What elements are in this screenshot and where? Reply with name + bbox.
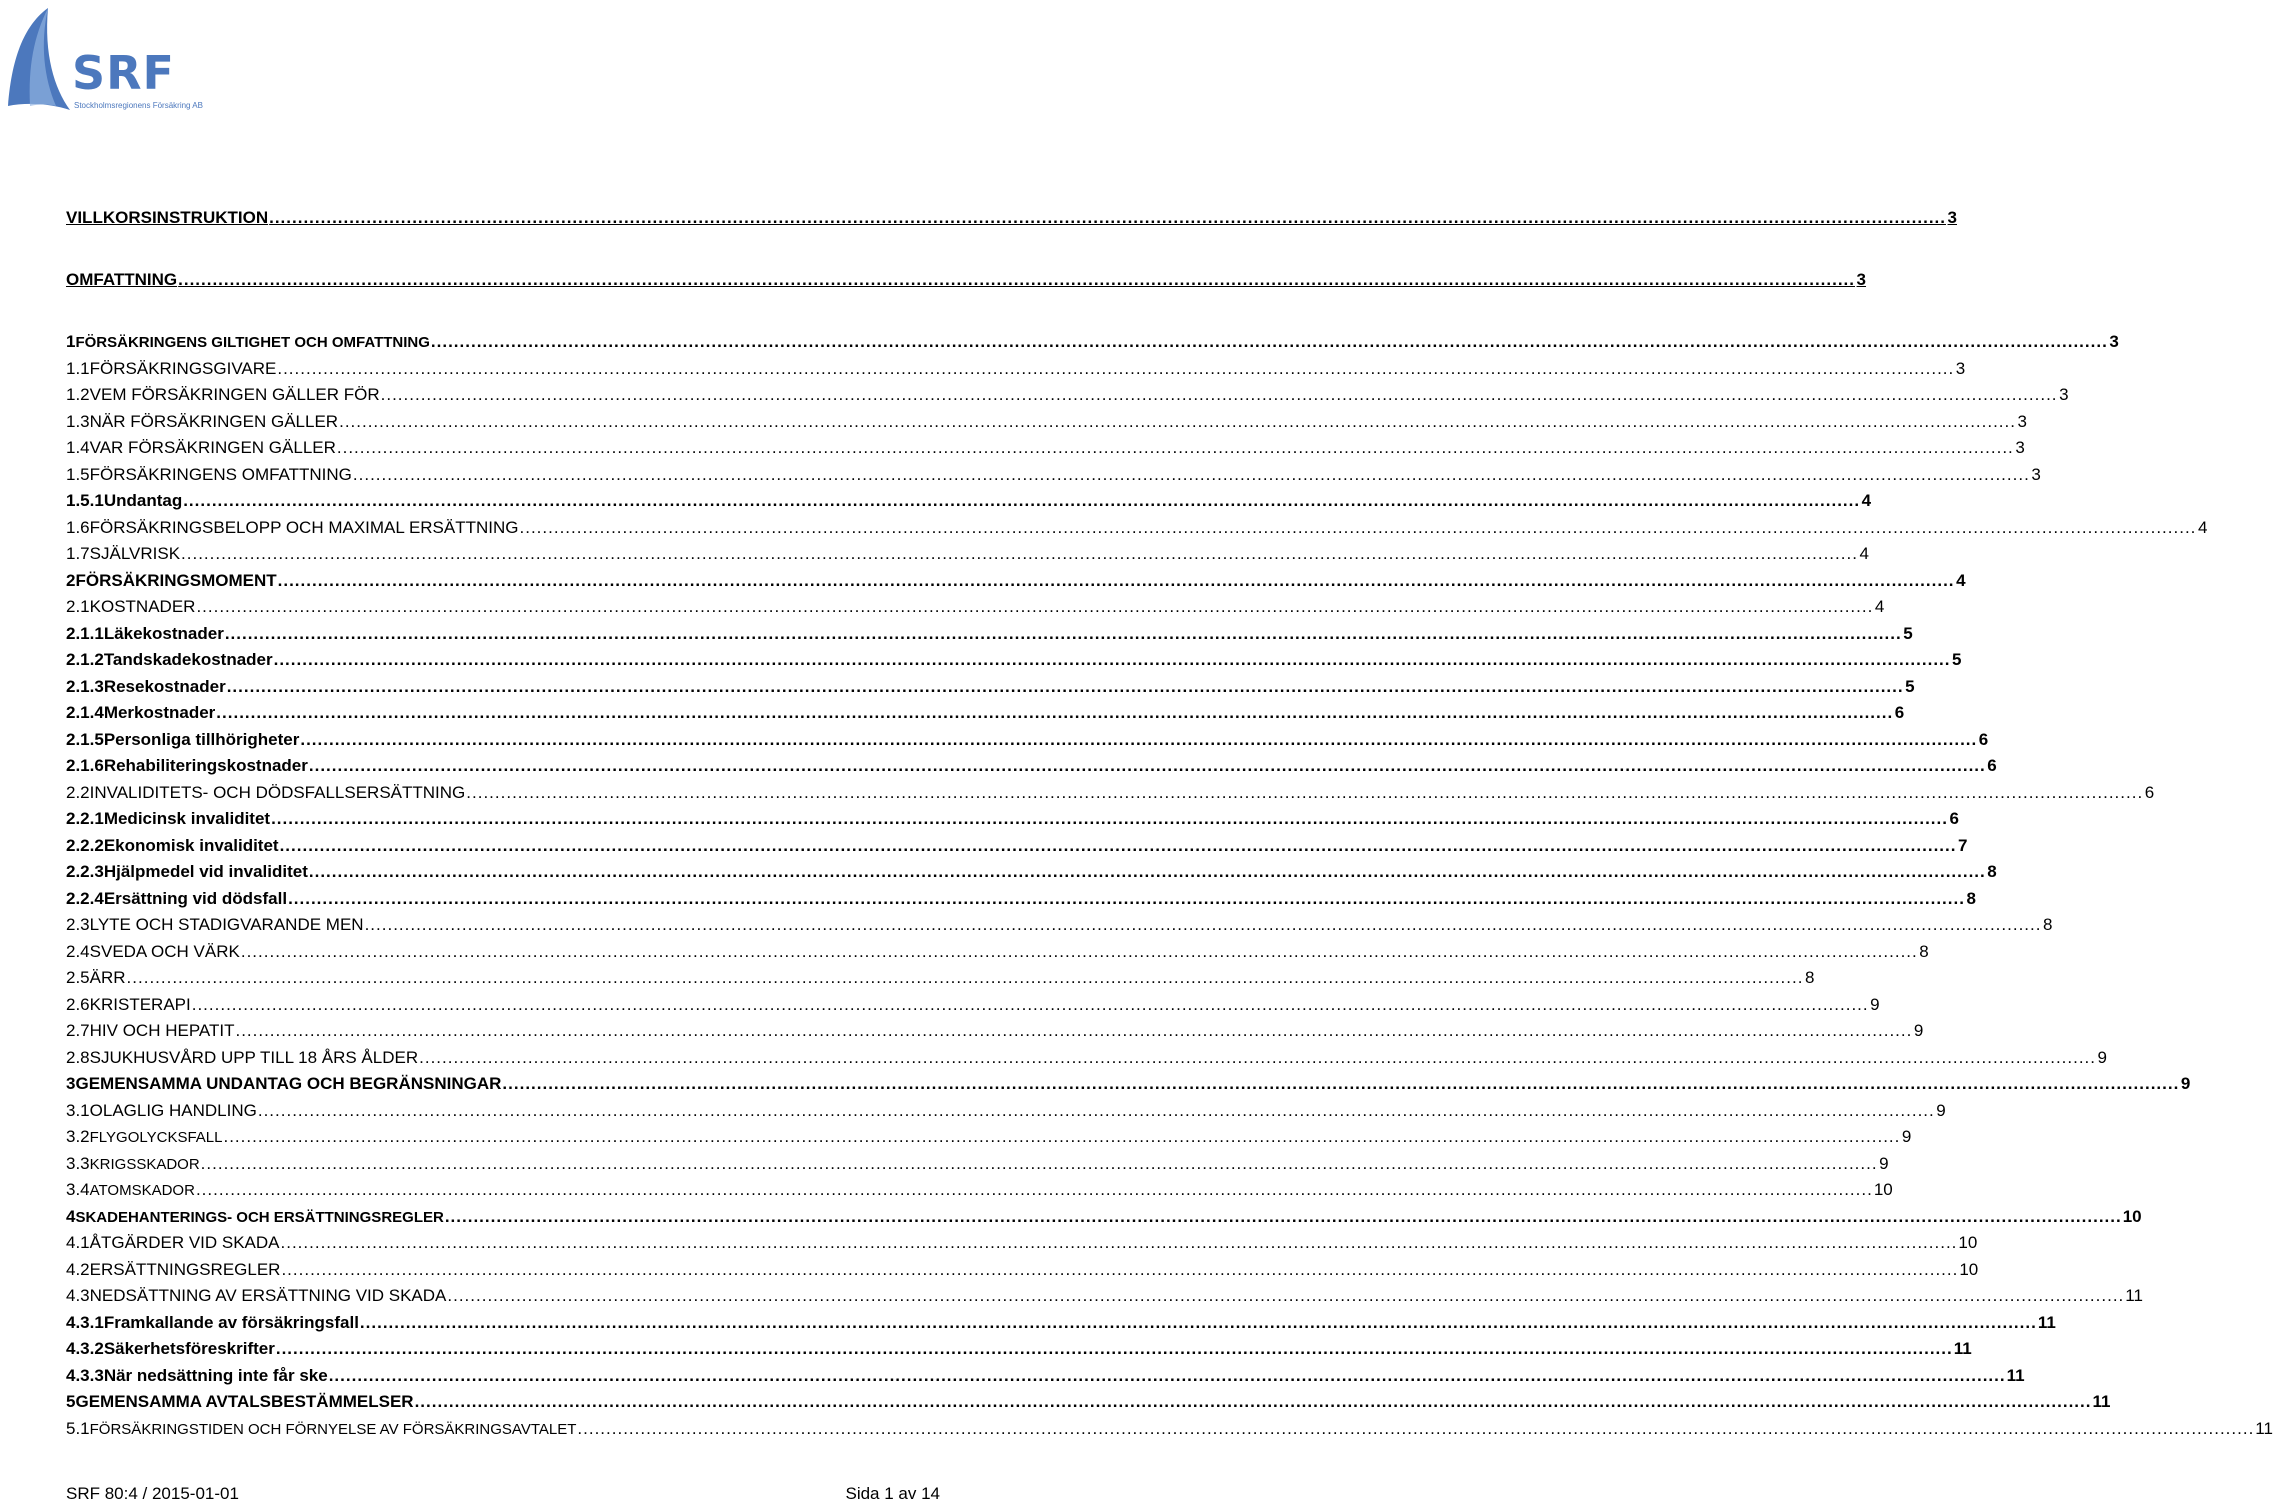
toc-entry-title: Hjälpmedel vid invaliditet (103, 862, 308, 881)
toc-entry[interactable] (66, 1337, 1972, 1361)
toc-leader-dots (577, 1417, 2254, 1441)
toc-entry-title: Läkekostnader (103, 623, 224, 643)
toc-entry-number: 1.5 (66, 464, 90, 484)
toc-leader-dots (127, 966, 1804, 990)
toc-entry-number: 1.6 (66, 517, 90, 537)
toc-leader-dots (339, 410, 2016, 434)
toc-entry-number: 3.2 (66, 1127, 90, 1146)
toc-entry[interactable] (66, 1019, 1924, 1043)
toc-entry-page: 4 (1859, 544, 1869, 563)
toc-entry-number: 2 (66, 570, 76, 590)
toc-leader-dots (466, 781, 2143, 805)
srf-logo (4, 6, 204, 110)
toc-entry-title: ÄRR (89, 968, 126, 987)
toc-entry-number: 4.1 (66, 1233, 90, 1252)
toc-entry[interactable] (66, 648, 1962, 672)
toc-entry[interactable] (66, 1311, 2056, 1335)
toc-entry-title: ERSÄTTNINGSREGLER (89, 1259, 281, 1279)
toc-leader-dots (281, 1231, 1958, 1255)
toc-entry-number: 4.3.1 (66, 1312, 104, 1332)
toc-entry-title: ÅTGÄRDER VID SKADA (89, 1233, 280, 1252)
toc-leader-dots (353, 463, 2030, 487)
toc-entry-number: 2.6 (66, 994, 90, 1014)
toc-leader-dots (274, 648, 1951, 672)
toc-entry[interactable] (66, 1125, 1912, 1150)
toc-leader-dots (192, 993, 1869, 1017)
toc-entry-number: 2.8 (66, 1047, 90, 1067)
toc-entry-page: 5 (1905, 676, 1915, 696)
toc-entry-number: 2.3 (66, 915, 90, 934)
toc-leader-dots (300, 728, 1977, 752)
toc-leader-dots (281, 1258, 1958, 1282)
toc-entry-title: ATOMSKADOR (89, 1182, 195, 1199)
toc-entry-page: 11 (2125, 1286, 2143, 1305)
toc-entry[interactable] (66, 807, 1959, 831)
toc-entry-page: 9 (1879, 1153, 1889, 1173)
toc-leader-dots (520, 516, 2197, 540)
toc-leader-dots (365, 913, 2042, 937)
toc-entry-page: 4 (1874, 597, 1885, 616)
toc-entry[interactable] (66, 781, 2155, 805)
toc-leader-dots (196, 1178, 1873, 1202)
toc-entry-title: LYTE OCH STADIGVARANDE MEN (89, 915, 364, 934)
toc-leader-dots (288, 887, 1965, 911)
toc-entry-number: 2.1.2 (66, 650, 104, 669)
toc-entry-page: 9 (2097, 1047, 2108, 1067)
toc-entry-title: GEMENSAMMA AVTALSBESTÄMMELSER (75, 1392, 414, 1411)
toc-entry[interactable] (66, 754, 1997, 778)
toc-entry-page: 3 (1947, 208, 1957, 227)
toc-entry-number: 4.3 (66, 1286, 90, 1305)
toc-entry[interactable] (66, 1205, 2142, 1230)
toc-entry[interactable] (66, 1364, 2025, 1388)
toc-entry-page: 3 (2031, 464, 2041, 484)
toc-entry[interactable] (66, 966, 1815, 990)
toc-entry-page: 6 (2144, 782, 2155, 802)
toc-entry-number: 3 (66, 1074, 76, 1093)
toc-entry-title: OLAGLIG HANDLING (89, 1100, 257, 1120)
toc-leader-dots (225, 622, 1902, 646)
toc-entry-title: Tandskadekostnader (103, 650, 273, 669)
toc-entry-title: FÖRSÄKRINGSBELOPP OCH MAXIMAL ERSÄTTNING (89, 517, 519, 537)
toc-entry-page: 10 (1873, 1180, 1893, 1199)
toc-entry[interactable] (66, 622, 1913, 646)
toc-entry-page: 3 (2015, 438, 2025, 457)
toc-entry-title: Resekostnader (103, 676, 226, 696)
toc-leader-dots (258, 1099, 1935, 1123)
toc-leader-dots (415, 1390, 2092, 1414)
toc-entry[interactable] (66, 516, 2208, 540)
toc-entry-title: KRIGSSKADOR (89, 1155, 200, 1173)
toc-entry[interactable] (66, 993, 1880, 1017)
toc-entry[interactable] (66, 728, 1989, 752)
toc-entry-page: 11 (2255, 1418, 2273, 1438)
toc-entry-title: VAR FÖRSÄKRINGEN GÄLLER (89, 438, 336, 457)
toc-leader-dots (309, 754, 1986, 778)
toc-entry-number: 5.1 (66, 1418, 90, 1438)
toc-entry-number: 4.3.3 (66, 1365, 104, 1385)
toc-entry-title: När nedsättning inte får ske (103, 1365, 328, 1385)
toc-entry[interactable] (66, 701, 1905, 725)
toc-entry-number: 4 (66, 1206, 76, 1226)
toc-entry-number: 2.4 (66, 941, 90, 961)
toc-entry[interactable] (66, 887, 1976, 911)
toc-entry-title: VEM FÖRSÄKRINGEN GÄLLER FÖR (89, 385, 380, 404)
toc-entry[interactable] (66, 1258, 1979, 1282)
toc-entry[interactable] (66, 1046, 2108, 1070)
toc-entry-title: SKADEHANTERINGS- OCH ERSÄTTNINGSREGLER (75, 1208, 444, 1226)
toc-leader-dots (502, 1072, 2179, 1096)
toc-entry-title: Personliga tillhörigheter (103, 729, 300, 749)
page-footer (66, 1484, 940, 1504)
toc-leader-dots (227, 675, 1904, 699)
toc-entry-number: 2.1.6 (66, 756, 104, 775)
toc-entry-number: 2.2.4 (66, 888, 104, 908)
toc-entry-number: 1.2 (66, 385, 90, 404)
toc-entry-title: Framkallande av försäkringsfall (103, 1312, 359, 1332)
toc-entry-title: NEDSÄTTNING AV ERSÄTTNING VID SKADA (89, 1286, 447, 1305)
toc-entry[interactable] (66, 1390, 2111, 1414)
toc-entry[interactable] (66, 675, 1915, 699)
toc-entry-number: 3.1 (66, 1100, 90, 1120)
toc-entry-number: 2.1.5 (66, 729, 104, 749)
toc-leader-dots (269, 206, 1946, 230)
toc-leader-dots (223, 1125, 1900, 1149)
toc-entry-title: HIV OCH HEPATIT (89, 1021, 235, 1040)
toc-entry[interactable] (66, 1178, 1893, 1203)
toc-entry-title: Säkerhetsföreskrifter (103, 1339, 275, 1358)
toc-entry-number: 2.1.4 (66, 703, 104, 722)
toc-entry[interactable] (66, 206, 1957, 230)
toc-leader-dots (280, 834, 1957, 858)
toc-entry-title: FÖRSÄKRINGSTIDEN OCH FÖRNYELSE AV FÖRSÄKRINGSAVTALET (89, 1420, 577, 1438)
toc-entry-page: 11 (1953, 1339, 1972, 1358)
toc-leader-dots (447, 1284, 2124, 1308)
toc-entry-page: 9 (1936, 1100, 1946, 1120)
toc-entry-number: 3.3 (66, 1153, 90, 1173)
toc-entry-number: 2.1 (66, 597, 90, 616)
toc-entry-title: FÖRSÄKRINGSGIVARE (89, 358, 277, 378)
toc-entry-title: SJÄLVRISK (89, 544, 181, 563)
toc-entry-page: 11 (2037, 1312, 2056, 1332)
toc-entry[interactable] (66, 268, 1867, 292)
toc-entry[interactable] (66, 1099, 1946, 1123)
toc-entry-title: INVALIDITETS- OCH DÖDSFALLSERSÄTTNING (89, 782, 466, 802)
toc-entry-page: 3 (1955, 358, 1966, 378)
document-id: SRF 80:4 / 2015-01-01 (66, 1484, 239, 1503)
toc-entry-number: 3.4 (66, 1180, 90, 1199)
toc-entry[interactable] (66, 834, 1968, 858)
toc-entry-title: KOSTNADER (89, 597, 196, 616)
toc-entry-number: 4.2 (66, 1259, 90, 1279)
toc-entry-page: 7 (1958, 835, 1968, 855)
toc-entry[interactable] (66, 330, 2119, 355)
toc-leader-dots (181, 542, 1858, 566)
toc-entry[interactable] (66, 357, 1966, 381)
toc-entry-title: SJUKHUSVÅRD UPP TILL 18 ÅRS ÅLDER (89, 1047, 419, 1067)
toc-entry-title: KRISTERAPI (89, 994, 191, 1014)
toc-entry-number: 5 (66, 1392, 76, 1411)
toc-entry-number: 2.2.2 (66, 835, 104, 855)
toc-entry-page: 5 (1952, 650, 1962, 669)
toc-entry-page: 4 (1861, 491, 1872, 510)
toc-leader-dots (271, 807, 1948, 831)
toc-leader-dots (431, 330, 2108, 354)
toc-leader-dots (241, 940, 1918, 964)
toc-entry-title: SVEDA OCH VÄRK (89, 941, 240, 961)
toc-entry-page: 8 (2043, 915, 2053, 934)
logo-wordmark: SRF (72, 46, 175, 100)
toc-entry[interactable] (66, 860, 1997, 884)
toc-leader-dots (178, 268, 1855, 292)
toc-entry[interactable] (66, 463, 2041, 487)
toc-leader-dots (445, 1205, 2122, 1229)
toc-entry-page: 9 (1870, 994, 1880, 1014)
toc-entry-page: 9 (1913, 1021, 1924, 1040)
toc-entry-number: 2.1.1 (66, 623, 104, 643)
toc-entry[interactable] (66, 595, 1885, 619)
toc-leader-dots (201, 1152, 1878, 1176)
toc-entry[interactable] (66, 436, 2025, 460)
toc-entry-number: 1.3 (66, 411, 90, 431)
toc-entry-page: 6 (1949, 809, 1959, 828)
toc-entry-title: Medicinsk invaliditet (103, 809, 271, 828)
toc-entry-page: 4 (2197, 517, 2208, 537)
logo-subtitle: Stockholmsregionens Försäkring AB (74, 101, 203, 110)
toc-entry-page: 11 (2092, 1392, 2111, 1411)
toc-entry[interactable] (66, 1072, 2191, 1096)
toc-entry-page: 8 (1966, 888, 1976, 908)
toc-entry-number: 2.5 (66, 968, 90, 987)
toc-entry-number: 2.7 (66, 1021, 90, 1040)
toc-leader-dots (360, 1311, 2037, 1335)
toc-entry[interactable] (66, 542, 1869, 566)
toc-entry-page: 6 (1894, 703, 1905, 722)
toc-leader-dots (419, 1046, 2096, 1070)
toc-entry-number: 2.2 (66, 782, 90, 802)
toc-leader-dots (329, 1364, 2006, 1388)
toc-entry[interactable] (66, 1152, 1889, 1177)
toc-leader-dots (381, 383, 2058, 407)
toc-entry-title: FLYGOLYCKSFALL (89, 1129, 223, 1146)
toc-entry[interactable] (66, 1417, 2273, 1442)
toc-entry-page: 5 (1903, 623, 1913, 643)
toc-entry-page: 9 (2180, 1074, 2191, 1093)
toc-leader-dots (276, 1337, 1953, 1361)
toc-entry-page: 11 (2006, 1365, 2025, 1385)
toc-entry[interactable] (66, 569, 1966, 593)
toc-entry-number: 1.7 (66, 544, 90, 563)
toc-entry-title: OMFATTNING (66, 270, 178, 289)
toc-entry-title: FÖRSÄKRINGENS GILTIGHET OCH OMFATTNING (75, 334, 430, 351)
toc-entry-page: 10 (1958, 1233, 1978, 1252)
toc-entry[interactable] (66, 913, 2053, 937)
toc-entry-number: 2.2.3 (66, 862, 104, 881)
toc-entry-number: 1 (66, 332, 76, 351)
toc-entry-title: GEMENSAMMA UNDANTAG OCH BEGRÄNSNINGAR (75, 1074, 502, 1093)
toc-entry-title: Ersättning vid dödsfall (103, 888, 288, 908)
toc-leader-dots (277, 357, 1954, 381)
toc-entry-page: 8 (1987, 862, 1997, 881)
toc-entry-title: Rehabiliteringskostnader (103, 756, 308, 775)
toc-entry[interactable] (66, 489, 1872, 513)
toc-entry-title: FÖRSÄKRINGENS OMFATTNING (89, 464, 352, 484)
toc-leader-dots (309, 860, 1986, 884)
toc-entry-page: 4 (1956, 570, 1966, 590)
toc-leader-dots (235, 1019, 1912, 1043)
toc-leader-dots (337, 436, 2014, 460)
toc-entry-number: 1.1 (66, 358, 90, 378)
toc-entry-number: 1.4 (66, 438, 90, 457)
toc-entry-page: 6 (1987, 756, 1997, 775)
toc-entry[interactable] (66, 410, 2027, 434)
toc-entry-page: 8 (1804, 968, 1815, 987)
toc-entry-number: 2.2.1 (66, 809, 104, 828)
toc-entry-page: 3 (1856, 270, 1867, 289)
toc-entry-page: 8 (1919, 941, 1929, 961)
toc-entry-page: 10 (1959, 1259, 1979, 1279)
toc-entry[interactable] (66, 1231, 1978, 1255)
toc-entry-title: Ekonomisk invaliditet (103, 835, 279, 855)
toc-entry-page: 9 (1901, 1127, 1912, 1146)
toc-leader-dots (278, 569, 1955, 593)
toc-leader-dots (216, 701, 1893, 725)
sail-icon (4, 6, 74, 110)
toc-leader-dots (196, 595, 1873, 619)
toc-entry-title: Undantag (103, 491, 183, 510)
toc-entry-title: Merkostnader (103, 703, 216, 722)
page-indicator: Sida 1 av 14 (845, 1484, 940, 1503)
toc-entry[interactable] (66, 940, 1929, 964)
toc-entry-page: 6 (1978, 729, 1989, 749)
toc-entry[interactable] (66, 383, 2069, 407)
toc-entry-title: VILLKORSINSTRUKTION (66, 208, 269, 227)
toc-entry-number: 2.1.3 (66, 676, 104, 696)
toc-entry-page: 10 (2122, 1206, 2142, 1226)
toc-entry[interactable] (66, 1284, 2143, 1308)
toc-entry-title: NÄR FÖRSÄKRINGEN GÄLLER (89, 411, 339, 431)
toc-entry-number: 1.5.1 (66, 491, 104, 510)
toc-leader-dots (183, 489, 1860, 513)
toc-entry-number: 4.3.2 (66, 1339, 104, 1358)
toc-entry-page: 3 (2017, 411, 2027, 431)
toc-entry-page: 3 (2109, 332, 2119, 351)
toc-entry-page: 3 (2059, 385, 2069, 404)
toc-entry-title: FÖRSÄKRINGSMOMENT (75, 570, 277, 590)
